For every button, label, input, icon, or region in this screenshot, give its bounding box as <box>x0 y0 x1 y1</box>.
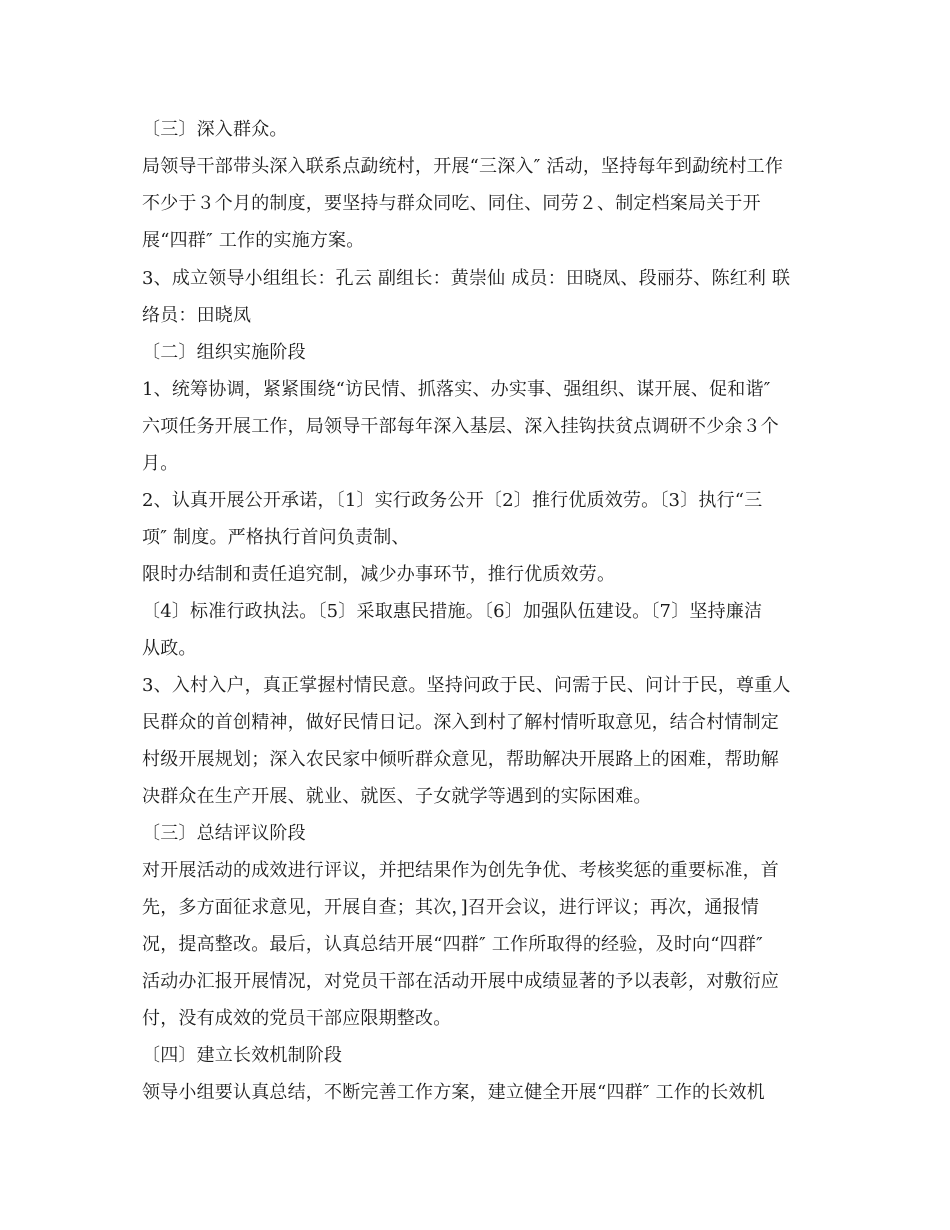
text-line: 先，多方面征求意见，开展自查；其次，]召开会议，进行评议；再次，通报情 <box>142 897 760 918</box>
text-line: 月。 <box>142 453 179 474</box>
text-line: 决群众在生产开展、就业、就医、子女就学等遇到的实际困难。 <box>142 786 652 807</box>
text-line: 〔4〕标准行政执法。〔5〕采取惠民措施。〔6〕加强队伍建设。〔7〕坚持廉洁 <box>142 601 763 622</box>
text-line: 对开展活动的成效进行评议，并把结果作为创先争优、考核奖惩的重要标准，首 <box>142 860 779 881</box>
text-line: 领导小组要认真总结，不断完善工作方案，建立健全开展“四群″ 工作的长效机 <box>142 1082 765 1103</box>
text-line: 从政。 <box>142 638 197 659</box>
text-line: 不少于３个月的制度，要坚持与群众同吃、同住、同劳２、制定档案局关于开 <box>142 193 761 214</box>
text-line: 六项任务开展工作，局领导干部每年深入基层、深入挂钩扶贫点调研不少余３个 <box>142 416 779 437</box>
text-line: 1、统筹协调，紧紧围绕“访民情、抓落实、办实事、强组织、谋开展、促和谐″ <box>142 379 771 400</box>
text-line: 村级开展规划；深入农民家中倾听群众意见，帮助解决开展路上的困难，帮助解 <box>142 749 779 770</box>
text-line: 民群众的首创精神，做好民情日记。深入到村了解村情听取意见，结合村情制定 <box>142 712 779 733</box>
text-line: 项″ 制度。严格执行首问负责制、 <box>142 527 410 548</box>
section-heading: 〔三〕总结评议阶段 <box>142 823 306 844</box>
text-line: 3、成立领导小组组长：孔云 副组长：黄崇仙 成员：田晓凤、段丽芬、陈红利 联 <box>142 268 791 289</box>
text-line: 3、入村入户，真正掌握村情民意。坚持问政于民、问需于民、问计于民，尊重人 <box>142 675 791 696</box>
text-line: 付，没有成效的党员干部应限期整改。 <box>142 1008 452 1029</box>
text-line: 限时办结制和责任追究制，减少办事环节，推行优质效劳。 <box>142 564 616 585</box>
text-line: 2、认真开展公开承诺，〔1〕实行政务公开〔2〕推行优质效劳。〔3〕执行“三 <box>142 490 763 511</box>
section-heading: 〔三〕深入群众。 <box>142 119 288 140</box>
text-line: 况，提高整改。最后，认真总结开展“四群″ 工作所取得的经验，及时向“四群″ <box>142 934 763 955</box>
text-line: 络员：田晓凤 <box>142 305 252 326</box>
text-line: 活动办汇报开展情况，对党员干部在活动开展中成绩显著的予以表彰，对敷衍应 <box>142 971 779 992</box>
section-heading: 〔二〕组织实施阶段 <box>142 342 306 363</box>
text-line: 局领导干部带头深入联系点勐统村，开展“三深入″ 活动，坚持每年到勐统村工作 <box>142 156 784 177</box>
section-heading: 〔四〕建立长效机制阶段 <box>142 1045 343 1066</box>
text-line: 展“四群″ 工作的实施方案。 <box>142 230 365 251</box>
